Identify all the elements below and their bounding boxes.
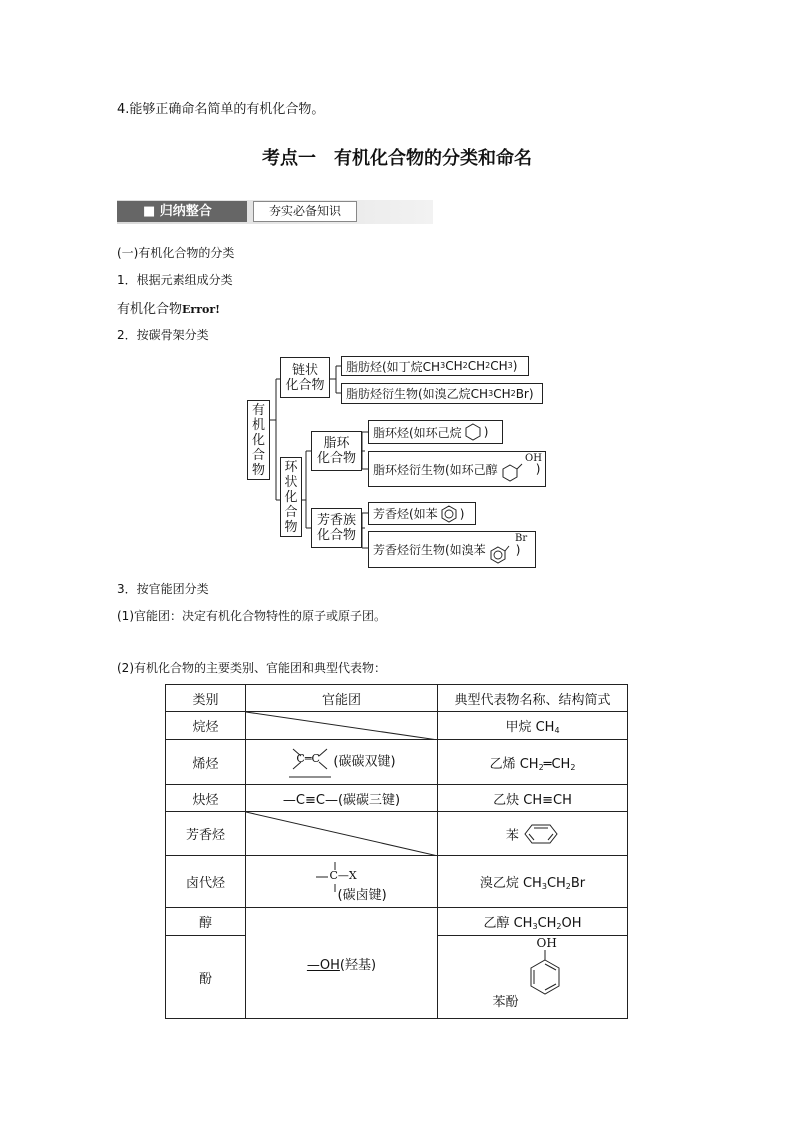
- classification-item-1-text: 有机化合物Error!: [117, 302, 220, 317]
- tree-aromatic-compounds: 芳香族 化合物: [311, 508, 362, 548]
- phenol-structure: OH 苯酚: [493, 936, 573, 1014]
- table-row-alkyne: [166, 785, 628, 812]
- tree-leaf-alicyclic-hydrocarbon: 脂环烃(如环己烷 ): [368, 420, 503, 444]
- banner-label: ■ 归纳整合: [117, 201, 247, 222]
- diagonal-line: [246, 812, 438, 856]
- table-row-halide: [166, 856, 628, 908]
- class-alcohol: 醇: [166, 908, 246, 936]
- rep-alcohol: 乙醇 $CH_3CH_2OH$: [438, 908, 628, 936]
- table-header-row: [166, 685, 628, 712]
- tree-ring-compounds: 环 状 化 合 物: [280, 457, 302, 537]
- objective-text: 4.能够正确命名简单的有机化合物。: [117, 102, 325, 117]
- classification-item-2: 2．按碳骨架分类: [117, 328, 209, 342]
- header-class: 类别: [166, 685, 246, 712]
- table-row-aromatic: [166, 812, 628, 856]
- rep-phenol: [438, 936, 628, 1019]
- tree-leaf-aliphatic-derivative: 脂肪烃衍生物(如溴乙烷CH 3 CH 2 Br): [341, 383, 543, 404]
- tree-leaf-aromatic-hydrocarbon: 芳香烃(如苯 ): [368, 502, 476, 525]
- tree-alicyclic-compounds: 脂环 化合物: [311, 431, 362, 471]
- double-bond-structure: C═C: [287, 743, 333, 781]
- class-alkane: 烷烃: [166, 712, 246, 740]
- bromobenzene-icon: [488, 535, 514, 565]
- bromobenzene-group-label: Br: [515, 533, 528, 544]
- halide-bond-structure: C—X (碳卤键): [292, 858, 392, 902]
- header-functional-group: 官能团: [246, 685, 438, 712]
- class-alkyne: 炔烃: [166, 785, 246, 812]
- tree-leaf-alicyclic-derivative: 脂环烃衍生物(如环己醇 ) OH: [368, 451, 546, 487]
- tree-chain-compounds: 链状 化合物: [280, 357, 330, 398]
- classification-item-1: 1．根据元素组成分类: [117, 273, 233, 287]
- functional-definition: (1)官能团：决定有机化合物特性的原子或原子团。: [117, 609, 386, 623]
- banner-subtitle: 夯实必备知识: [253, 201, 357, 222]
- tree-leaf-aromatic-derivative: 芳香烃衍生物(如溴苯 ) Br: [368, 531, 536, 568]
- fg-hydroxyl: —OH(羟基): [246, 908, 438, 1019]
- cyclohexane-icon: [464, 423, 482, 441]
- table-caption: (2)有机化合物的主要类别、官能团和典型代表物：: [117, 661, 386, 675]
- table-row-alkene: [166, 740, 628, 785]
- table-row-alcohol: [166, 908, 628, 936]
- class-phenol: 酚: [166, 936, 246, 1019]
- table-row-alkane: [166, 712, 628, 740]
- fg-empty-alkane: [246, 712, 438, 740]
- fg-empty-aromatic: [246, 812, 438, 856]
- rep-halide: 溴乙烷 $CH_3CH_2Br$: [438, 856, 628, 908]
- benzene-ring-icon: [523, 823, 559, 845]
- section-title: 考点一 有机化合物的分类和命名: [262, 148, 532, 169]
- functional-group-table: [165, 684, 628, 1019]
- class-aromatic: 芳香烃: [166, 812, 246, 856]
- rep-alkane: 甲烷 $CH_4$: [438, 712, 628, 740]
- cyclohexanol-group-label: OH: [525, 453, 542, 464]
- classification-heading: (一)有机化合物的分类: [117, 246, 235, 260]
- fg-halide: [246, 856, 438, 908]
- class-halide: 卤代烃: [166, 856, 246, 908]
- rep-alkene: 乙烯 $CH_2═CH_2$: [438, 740, 628, 785]
- header-representative: 典型代表物名称、结构简式: [438, 685, 628, 712]
- rep-alkyne: 乙炔 CH≡CH: [438, 785, 628, 812]
- tree-leaf-aliphatic-hydrocarbon: 脂肪烃(如丁烷CH 3 CH 2 CH 2 CH 3 ): [341, 356, 529, 376]
- functional-item-3: 3．按官能团分类: [117, 582, 209, 596]
- fg-alkene: C═C (碳碳双键): [246, 740, 438, 785]
- tree-root: 有 机 化 合 物: [247, 400, 270, 480]
- benzene-icon: [440, 505, 458, 523]
- fg-alkyne: —C≡C—(碳碳三键): [246, 785, 438, 812]
- diagonal-line: [246, 712, 438, 740]
- rep-aromatic: 苯: [438, 812, 628, 856]
- error-text: Error!: [182, 303, 220, 316]
- class-alkene: 烯烃: [166, 740, 246, 785]
